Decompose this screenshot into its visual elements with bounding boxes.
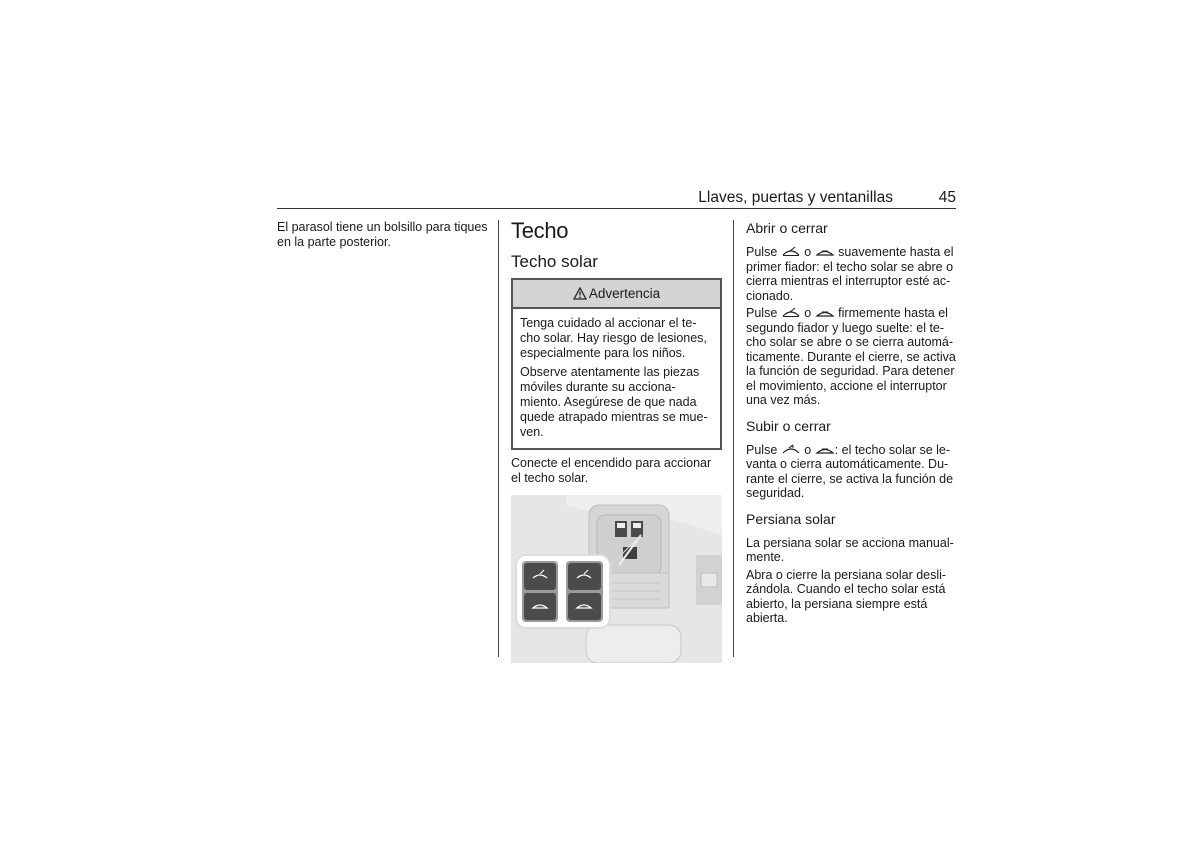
warning-body bbox=[513, 309, 720, 448]
sunroof-close-icon bbox=[815, 444, 835, 455]
paragraph: Pulse o firmemente hasta el segundo fiador y luego suelte: el te-cho solar se abre o se cierra automá-ticamente. Durante el cierre, se activa la función de seguridad. Para detener el movimiento, accione el interruptor una vez más. bbox=[746, 306, 956, 407]
sunroof-open-icon bbox=[781, 307, 801, 318]
sunroof-switch-illustration bbox=[511, 495, 722, 663]
section-title: Llaves, puertas y ventanillas bbox=[698, 189, 893, 206]
paragraph: Pulse o suavemente hasta el primer fiador: el techo solar se abre o cierra mientras el interruptor esté ac-cionado. bbox=[746, 245, 954, 303]
sunroof-open-icon bbox=[781, 246, 801, 257]
paragraph: Abra o cierre la persiana solar desli-zándola. Cuando el techo solar está abierto, la persiana siempre está abierta. bbox=[746, 567, 947, 625]
overhead-console-image bbox=[511, 495, 722, 663]
page-header bbox=[277, 188, 956, 209]
warning-box bbox=[511, 278, 722, 450]
left-column bbox=[277, 220, 492, 254]
sunvisor-text: El parasol tiene un bolsillo para tiques en la parte posterior. bbox=[277, 220, 488, 249]
paragraph: Pulse o : el techo solar se le-vanta o cierra automáticamente. Du-rante el cierre, se activa la función de seguridad. bbox=[746, 442, 954, 500]
warning-paragraph: Tenga cuidado al accionar el te-cho solar. Hay riesgo de lesiones, especialmente para los niños. bbox=[520, 316, 707, 360]
sunroof-close-icon bbox=[815, 246, 835, 257]
open-close-heading: Abrir o cerrar bbox=[746, 220, 828, 236]
section-heading: Techo bbox=[511, 218, 569, 243]
page-number: 45 bbox=[938, 189, 956, 206]
ignition-text: Conecte el encendido para accionar el techo solar. bbox=[511, 456, 712, 485]
sunblind-heading: Persiana solar bbox=[746, 510, 836, 527]
right-column bbox=[746, 220, 958, 629]
middle-column bbox=[511, 218, 722, 663]
warning-paragraph: Observe atentamente las piezas móviles durante su acciona-miento. Asegúrese de que nada quede atrapado mientras se mue-ven. bbox=[520, 365, 708, 439]
subsection-heading: Techo solar bbox=[511, 252, 598, 271]
sunroof-close-icon bbox=[815, 307, 835, 318]
column-divider bbox=[498, 220, 499, 657]
tilt-heading: Subir o cerrar bbox=[746, 417, 831, 434]
sunroof-tilt-icon bbox=[781, 444, 801, 455]
paragraph: La persiana solar se acciona manual-mente. bbox=[746, 535, 954, 564]
column-divider bbox=[733, 220, 734, 657]
warning-triangle-icon bbox=[573, 287, 587, 300]
warning-header bbox=[513, 280, 720, 309]
warning-title: Advertencia bbox=[588, 286, 661, 301]
